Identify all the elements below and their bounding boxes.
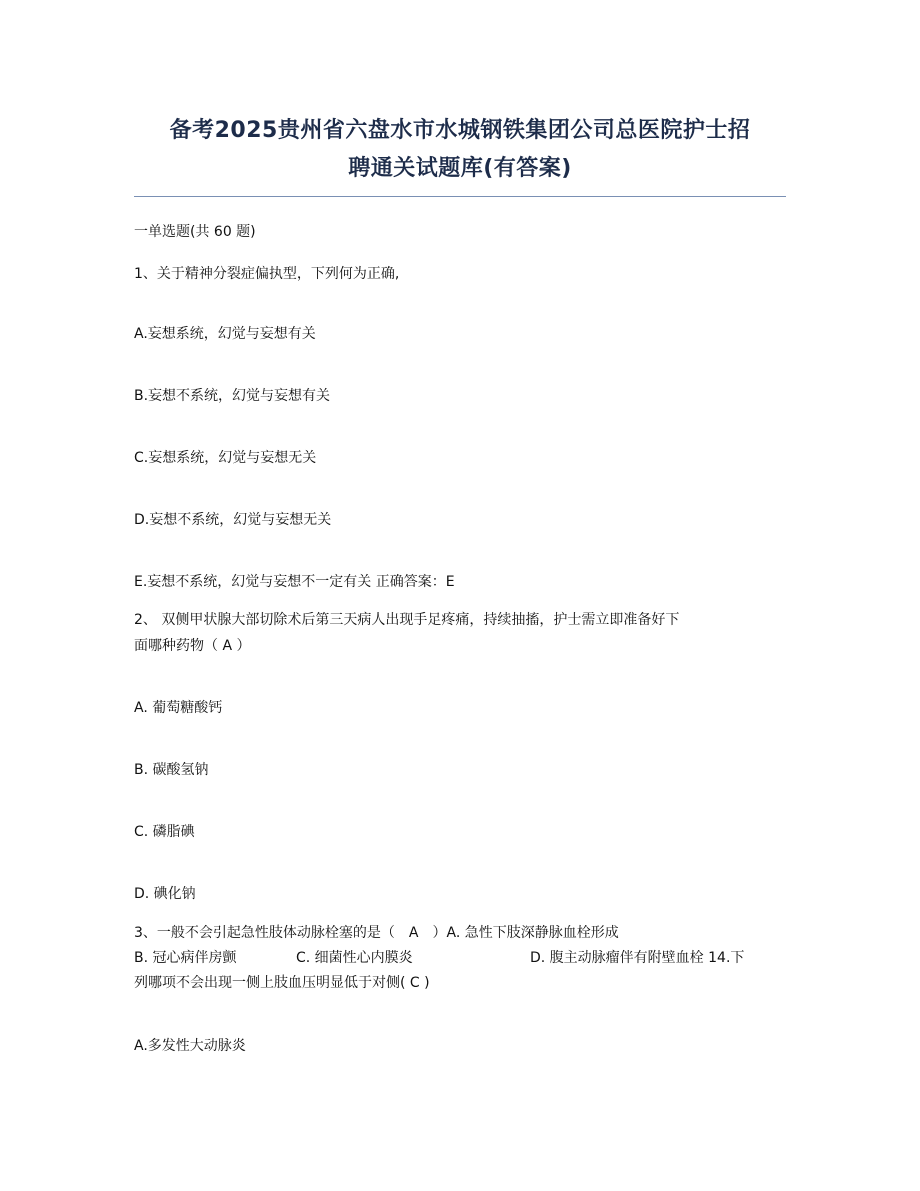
question-2-option-c: C. 磷脂碘 xyxy=(134,824,195,840)
question-2-stem-line-2: 面哪种药物（ A ） xyxy=(134,638,251,654)
question-3-option-b: B. 冠心病伴房颤 xyxy=(134,950,237,966)
question-2-option-a: A. 葡萄糖酸钙 xyxy=(134,700,223,716)
question-3-line-2 xyxy=(134,946,794,970)
question-1-option-d: D.妄想不系统，幻觉与妄想无关 xyxy=(134,512,332,528)
question-1-option-b: B.妄想不系统，幻觉与妄想有关 xyxy=(134,388,331,404)
section-heading: 一单选题(共 60 题) xyxy=(134,224,256,240)
question-3-line-3: 列哪项不会出现一侧上肢血压明显低于对侧( C ) xyxy=(134,975,430,991)
title-divider xyxy=(134,196,786,197)
question-3-option-a: A.多发性大动脉炎 xyxy=(134,1038,246,1054)
question-2-option-b: B. 碳酸氢钠 xyxy=(134,762,209,778)
question-3-option-d: D. 腹主动脉瘤伴有附壁血栓 14.下 xyxy=(530,950,745,966)
title-line-2: 聘通关试题库(有答案) xyxy=(348,156,572,181)
question-1-option-a: A.妄想系统，幻觉与妄想有关 xyxy=(134,326,316,342)
document-title xyxy=(120,112,800,188)
title-line-1: 备考2025贵州省六盘水市水城钢铁集团公司总医院护士招 xyxy=(169,118,751,143)
question-3-line-1: 3、一般不会引起急性肢体动脉栓塞的是（ A ）A. 急性下肢深静脉血栓形成 xyxy=(134,925,619,941)
question-1-stem: 1、关于精神分裂症偏执型，下列何为正确, xyxy=(134,266,400,282)
question-2-option-d: D. 碘化钠 xyxy=(134,886,196,902)
question-2-stem-line-1: 2、 双侧甲状腺大部切除术后第三天病人出现手足疼痛，持续抽搐，护士需立即准备好下 xyxy=(134,612,680,628)
question-1-option-c: C.妄想系统，幻觉与妄想无关 xyxy=(134,450,317,466)
question-1-option-e: E.妄想不系统，幻觉与妄想不一定有关 正确答案：E xyxy=(134,574,455,590)
question-3-option-c: C. 细菌性心内膜炎 xyxy=(296,950,413,966)
